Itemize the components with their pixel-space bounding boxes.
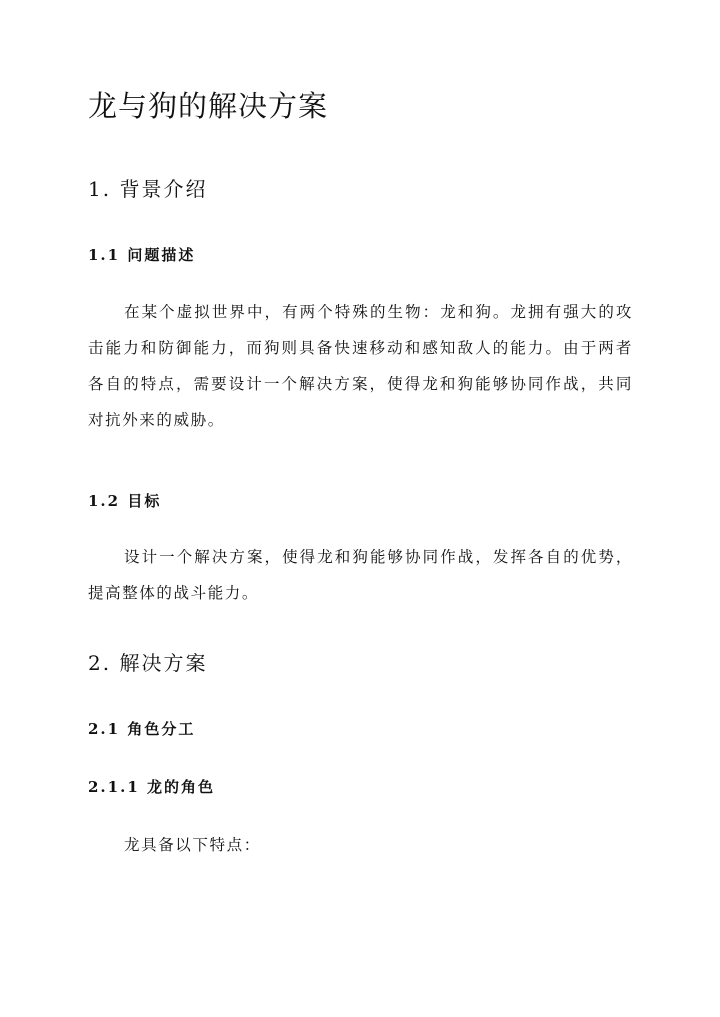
section-heading-background: 1. 背景介绍 <box>88 177 208 201</box>
section-heading-solution: 2. 解决方案 <box>88 651 208 675</box>
document-title: 龙与狗的解决方案 <box>88 89 329 123</box>
paragraph-dragon-traits: 龙具备以下特点： <box>124 836 261 854</box>
subsection-heading-problem: 1.1 问题描述 <box>88 246 196 264</box>
subsection-heading-roles: 2.1 角色分工 <box>88 720 196 738</box>
subsection-heading-goal: 1.2 目标 <box>88 492 162 510</box>
paragraph-goal: 设计一个解决方案，使得龙和狗能够协同作战，发挥各自的优势，提高整体的战斗能力。 <box>88 548 633 602</box>
subsubsection-heading-dragon-role: 2.1.1 龙的角色 <box>88 778 215 796</box>
paragraph-problem-description: 在某个虚拟世界中，有两个特殊的生物：龙和狗。龙拥有强大的攻击能力和防御能力，而狗则具备快速移动和感知敌人的能力。由于两者各自的特点，需要设计一个解决方案，使得龙和狗能够协同作战，共同对抗外来的威胁。 <box>88 303 633 429</box>
